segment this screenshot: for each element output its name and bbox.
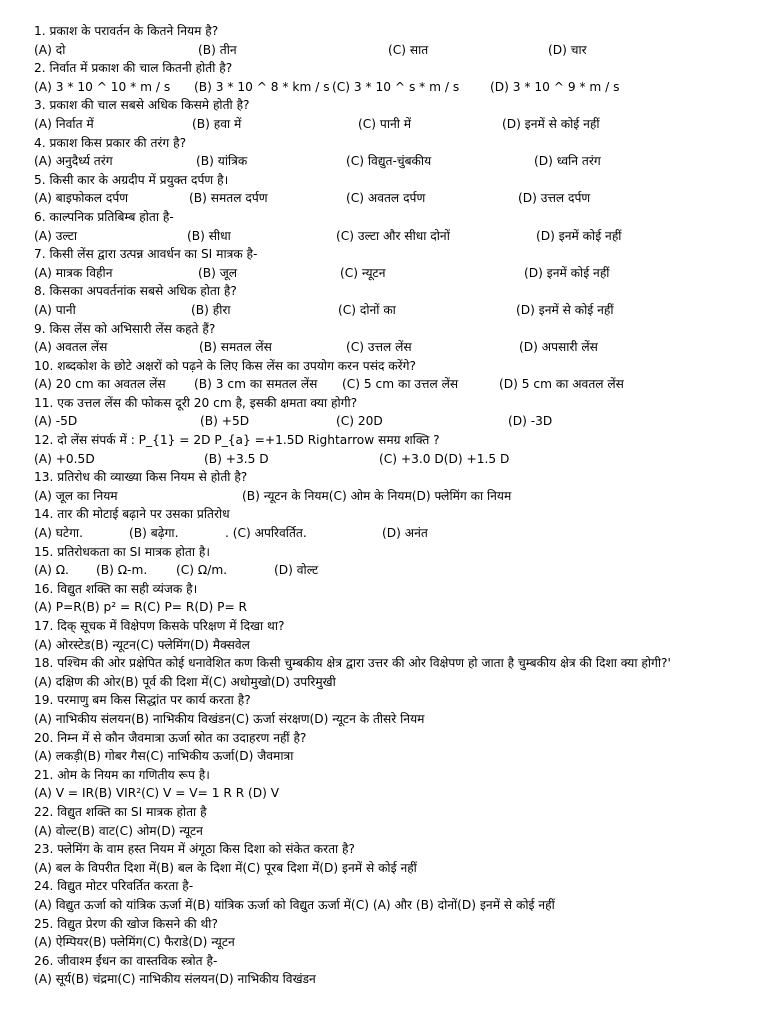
question-text: 17. दिक् सूचक में विक्षेपण किसके परिक्षण में दिखा था? (34, 619, 285, 633)
option-a: (A) घटेगा. (34, 526, 83, 541)
option-c: (C) +3.0 D(D) +1.5 D (379, 451, 510, 466)
option-a: (A) 20 cm का अवतल लेंस (34, 377, 166, 392)
question-text: 25. विद्युत प्रेरण की खोज किसने की थी? (34, 916, 218, 931)
options-row (34, 41, 762, 60)
question-text: 19. परमाणु बम किस सिद्धांत पर कार्य करता है? (34, 693, 251, 708)
question-text: 18. पश्चिम की ओर प्रक्षेपित कोई धनावेशित कण किसी चुम्बकीय क्षेत्र द्वारा उत्तर की ओर विक्षेपण हो जाता है चुम्बकीय क्षेत्र की दिशा क्या होगी?' (34, 656, 671, 671)
option-b: (B) 3 cm का समतल लेंस (194, 377, 318, 392)
option-b: (B) बढ़ेगा. (129, 526, 179, 541)
options-line: (A) P=R(B) p² = R(C) P= R(D) P= R (34, 600, 248, 615)
option-d: (D) इनमें से कोई नहीं (502, 116, 600, 131)
options-row (34, 115, 762, 134)
question-text: 26. जीवाश्म ईंधन का वास्तविक स्त्रोत है- (34, 953, 218, 968)
option-a: (A) मात्रक विहीन (34, 265, 113, 280)
options-row (34, 524, 762, 543)
option-b: (B) जूल (198, 265, 238, 280)
option-a: (A) अवतल लेंस (34, 340, 108, 355)
question-text: 3. प्रकाश की चाल सबसे अधिक किसमे होती है? (34, 98, 250, 113)
question-text: 12. दो लेंस संपर्क में : P_{1} = 2D P_{a} =+1.5D Rightarrow समग्र शक्ति ? (34, 433, 440, 448)
option-a: (A) दो (34, 42, 66, 57)
question-text: 22. विद्युत शक्ति का SI मात्रक होता है (34, 804, 207, 819)
options-line: (A) नाभिकीय संलयन(B) नाभिकीय विखंडन(C) ऊर्जा संरक्षण(D) न्यूटन के तीसरे नियम (34, 711, 425, 726)
options-row (34, 152, 762, 171)
option-d: (D) इनमें कोई नहीं (536, 228, 622, 243)
options-row (34, 338, 762, 357)
question-text: 13. प्रतिरोध की व्याख्या किस नियम से होती है? (34, 470, 248, 485)
option-d: (D) 3 * 10 ^ 9 * m / s (490, 79, 620, 94)
option-a: (A) 3 * 10 ^ 10 * m / s (34, 79, 171, 94)
option-a: (A) बाइफोकल दर्पण (34, 191, 129, 206)
options-row (34, 450, 762, 469)
question-text: 2. निर्वात में प्रकाश की चाल कितनी होती है? (34, 61, 233, 76)
option-c: (C) न्यूटन (340, 265, 386, 280)
options-line: (A) सूर्य(B) चंद्रमा(C) नाभिकीय संलयन(D) नाभिकीय विखंडन (34, 972, 316, 987)
option-b: (B) +3.5 D (204, 451, 269, 466)
question-text: 1. प्रकाश के परावर्तन के कितने नियम है? (34, 24, 219, 38)
option-d: (D) अपसारी लेंस (519, 340, 598, 355)
option-d: (D) वोल्ट (274, 563, 319, 578)
option-b: (B) हवा में (192, 116, 242, 131)
option-b: (B) न्यूटन के नियम(C) ओम के नियम(D) फ्लेमिंग का नियम (242, 488, 512, 503)
options-row (34, 264, 762, 283)
option-d: (D) ध्वनि तरंग (534, 154, 601, 169)
option-b: (B) समतल लेंस (199, 340, 272, 355)
option-a: (A) उल्टा (34, 228, 78, 243)
option-b: (B) +5D (200, 414, 250, 429)
options-row (34, 487, 762, 506)
option-c: (C) Ω/m. (176, 563, 228, 578)
options-line: (A) लकड़ी(B) गोबर गैस(C) नाभिकीय ऊर्जा(D) जैवमात्रा (34, 749, 294, 764)
question-text: 16. विद्युत शक्ति का सही व्यंजक है। (34, 581, 198, 596)
question-text: 4. प्रकाश किस प्रकार की तरंग है? (34, 135, 187, 150)
option-c: (C) 3 * 10 ^ s * m / s (332, 79, 460, 94)
option-c: (C) दोनों का (338, 302, 396, 317)
question-text: 15. प्रतिरोधकता का SI मात्रक होता है। (34, 544, 210, 559)
question-text: 10. शब्दकोश के छोटे अक्षरों को पढ़ने के लिए किस लेंस का उपयोग करन पसंद करेंगे? (34, 358, 416, 373)
option-b: (B) तीन (198, 42, 237, 57)
option-d: (D) इनमें कोई नहीं (524, 265, 610, 280)
question-text: 6. काल्पनिक प्रतिबिम्ब होता है- (34, 209, 174, 224)
option-d: (D) चार (548, 42, 587, 57)
option-c: (C) सात (388, 42, 429, 57)
options-row (34, 412, 762, 431)
option-b: (B) समतल दर्पण (189, 191, 268, 206)
options-line: (A) विद्युत ऊर्जा को यांत्रिक ऊर्जा में(B) यांत्रिक ऊर्जा को विद्युत ऊर्जा में(C) (A) और (B) दोनों(D) इनमें से कोई नहीं (34, 897, 555, 912)
option-c: (C) उल्टा और सीधा दोनों (336, 228, 450, 243)
options-row (34, 78, 762, 97)
option-c: . (C) अपरिवर्तित. (225, 526, 307, 541)
options-line: (A) ऐम्पियर(B) फ्लेमिंग(C) फैराडे(D) न्यूटन (34, 935, 235, 950)
option-a: (A) +0.5D (34, 451, 95, 466)
question-text: 23. फ्लेमिंग के वाम हस्त नियम में अंगूठा किस दिशा को संकेत करता है? (34, 842, 355, 857)
options-row (34, 375, 762, 394)
option-c: (C) 20D (336, 414, 383, 429)
question-text: 9. किस लेंस को अभिसारी लेंस कहते हैं? (34, 321, 216, 336)
option-d: (D) अनंत (382, 526, 428, 541)
option-a: (A) जूल का नियम (34, 488, 118, 503)
option-a: (A) अनुदैर्ध्य तरंग (34, 154, 113, 169)
option-a: (A) पानी (34, 302, 76, 317)
options-line: (A) वोल्ट(B) वाट(C) ओम(D) न्यूटन (34, 823, 203, 838)
question-text: 21. ओम के नियम का गणितीय रूप है। (34, 767, 210, 782)
question-text: 20. निम्न में से कौन जैवमात्रा ऊर्जा स्रोत का उदाहरण नहीं है? (34, 730, 307, 745)
option-c: (C) 5 cm का उत्तल लेंस (342, 377, 459, 392)
option-d: (D) -3D (508, 414, 553, 429)
option-d: (D) इनमें से कोई नहीं (516, 302, 614, 317)
option-b: (B) यांत्रिक (196, 154, 248, 169)
option-b: (B) हीरा (191, 302, 231, 317)
question-sheet (34, 22, 762, 989)
option-a: (A) Ω. (34, 563, 69, 578)
options-row (34, 561, 762, 580)
option-a: (A) निर्वात में (34, 116, 94, 131)
options-line: (A) दक्षिण की ओर(B) पूर्व की दिशा में(C) अधोमुखो(D) उपरिमुखी (34, 674, 336, 689)
question-text: 14. तार की मोटाई बढ़ाने पर उसका प्रतिरोध (34, 507, 230, 522)
question-text: 8. किसका अपवर्तनांक सबसे अधिक होता है? (34, 284, 237, 299)
options-row (34, 227, 762, 246)
option-c: (C) अवतल दर्पण (346, 191, 426, 206)
question-text: 7. किसी लेंस द्वारा उत्पन्न आवर्धन का SI मात्रक है- (34, 247, 258, 262)
options-line: (A) बल के विपरीत दिशा में(B) बल के दिशा में(C) पूरब दिशा में(D) इनमें से कोई नहीं (34, 860, 417, 875)
option-a: (A) -5D (34, 414, 78, 429)
question-text: 11. एक उत्तल लेंस की फोकस दूरी 20 cm है, इसकी क्षमता क्या होगी? (34, 395, 358, 410)
options-row (34, 189, 762, 208)
option-d: (D) 5 cm का अवतल लेंस (499, 377, 624, 392)
option-b: (B) सीधा (187, 228, 231, 243)
option-d: (D) उत्तल दर्पण (518, 191, 591, 206)
option-b: (B) Ω-m. (96, 563, 148, 578)
options-line: (A) V = IR(B) VIR²(C) V = V= 1 R R (D) V (34, 786, 280, 801)
options-row (34, 301, 762, 320)
option-c: (C) विद्युत-चुंबकीय (346, 154, 432, 169)
option-c: (C) पानी में (358, 116, 412, 131)
question-text: 24. विद्युत मोटर परिवर्तित करता है- (34, 879, 194, 894)
option-b: (B) 3 * 10 ^ 8 * km / s (194, 79, 330, 94)
options-line: (A) ओरस्टेड(B) न्यूटन(C) फ्लेमिंग(D) मैक्सवेल (34, 637, 250, 652)
question-text: 5. किसी कार के अग्रदीप में प्रयुक्त दर्पण है। (34, 172, 229, 187)
option-c: (C) उत्तल लेंस (346, 340, 412, 355)
